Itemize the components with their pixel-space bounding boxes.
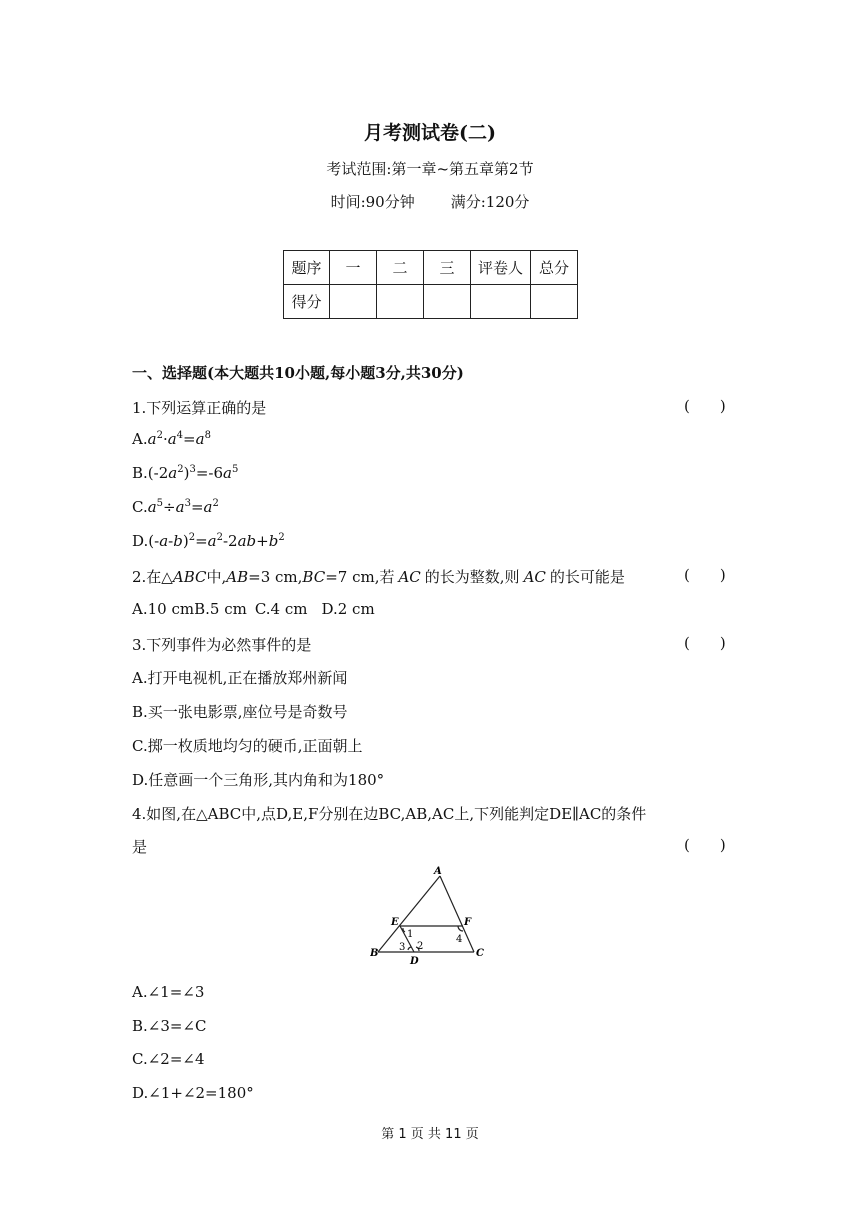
page-title: 月考测试卷(二) [364, 122, 496, 144]
q3-option-c: C.掷一枚质地均匀的硬币,正面朝上 [132, 737, 363, 755]
score-header-cell: 二 [377, 251, 424, 285]
score-table-score-row [284, 285, 578, 319]
q1-option-c: $C.a^5\div a^3=a^2$ [132, 498, 219, 516]
score-header-cell: 三 [424, 251, 471, 285]
answer-paren: ( ) [684, 634, 726, 652]
q1-option-d: $D.(-a-b)^2=a^2-2ab+b^2$ [132, 532, 285, 550]
question-1-stem: 1.下列运算正确的是 [132, 399, 267, 417]
angle-label-2: 2 [417, 941, 424, 952]
page-footer: 第 1 页 共 11 页 [381, 1127, 479, 1142]
label-d: D [410, 956, 419, 966]
q1-option-a: $A.a^2\cdot a^4=a^8$ [132, 430, 211, 448]
score-table-header-row [284, 251, 578, 285]
answer-paren: ( ) [684, 397, 726, 415]
score-header-cell: 总分 [531, 251, 578, 285]
q1-option-b: $B.(-2a^2)^3=-6a^5$ [132, 464, 239, 482]
score-row-label: 得分 [284, 285, 330, 319]
score-header-cell: 评卷人 [471, 251, 531, 285]
question-2-stem: 2.在△ABC中,AB=3 cm,BC=7 cm,若 AC 的长为整数,则 AC 的长可能是 [132, 568, 625, 586]
score-cell[interactable] [424, 285, 471, 319]
q4-option-b: B.∠3=∠C [132, 1017, 207, 1035]
answer-paren: ( ) [684, 566, 726, 584]
score-table [283, 250, 578, 319]
section-title: 一、选择题(本大题共10小题,每小题3分,共30分) [132, 364, 464, 382]
triangle-figure [370, 866, 495, 966]
label-b: B [370, 948, 379, 959]
label-e: E [391, 917, 399, 928]
q2-option-c: C.4 cm [254, 600, 308, 618]
angle-label-4: 4 [456, 934, 463, 945]
score-header-cell: 题序 [284, 251, 330, 285]
q4-option-d: D.∠1+∠2=180° [132, 1084, 254, 1102]
q2-option-d: D.2 cm [321, 600, 375, 618]
q2-options [132, 600, 375, 618]
angle-label-3: 3 [399, 942, 406, 953]
score-cell[interactable] [531, 285, 578, 319]
q2-option-b: B.5 cm [194, 600, 247, 618]
q3-option-a: A.打开电视机,正在播放郑州新闻 [132, 669, 348, 687]
label-f: F [464, 917, 472, 928]
exam-info [0, 191, 860, 212]
question-4-stem-line2: 是 [132, 838, 148, 856]
score-cell[interactable] [471, 285, 531, 319]
angle-label-1: 1 [407, 929, 414, 940]
score-header-cell: 一 [330, 251, 377, 285]
exam-full-score: 满分:120分 [450, 193, 530, 211]
label-c: C [476, 948, 484, 959]
q3-option-d: D.任意画一个三角形,其内角和为180° [132, 771, 385, 789]
question-3-stem: 3.下列事件为必然事件的是 [132, 636, 312, 654]
answer-paren: ( ) [684, 836, 726, 854]
q3-option-b: B.买一张电影票,座位号是奇数号 [132, 703, 348, 721]
exam-scope: 考试范围:第一章~第五章第2节 [326, 160, 534, 178]
score-cell[interactable] [377, 285, 424, 319]
score-cell[interactable] [330, 285, 377, 319]
q4-option-a: A.∠1=∠3 [132, 983, 205, 1001]
exam-time: 时间:90分钟 [330, 193, 415, 211]
q2-option-a: A.10 cm [132, 600, 195, 618]
label-a: A [434, 866, 442, 877]
question-4-stem-line1: 4.如图,在△ABC中,点D,E,F分别在边BC,AB,AC上,下列能判定DE∥AC的条件 [132, 805, 647, 823]
q4-option-c: C.∠2=∠4 [132, 1050, 205, 1068]
